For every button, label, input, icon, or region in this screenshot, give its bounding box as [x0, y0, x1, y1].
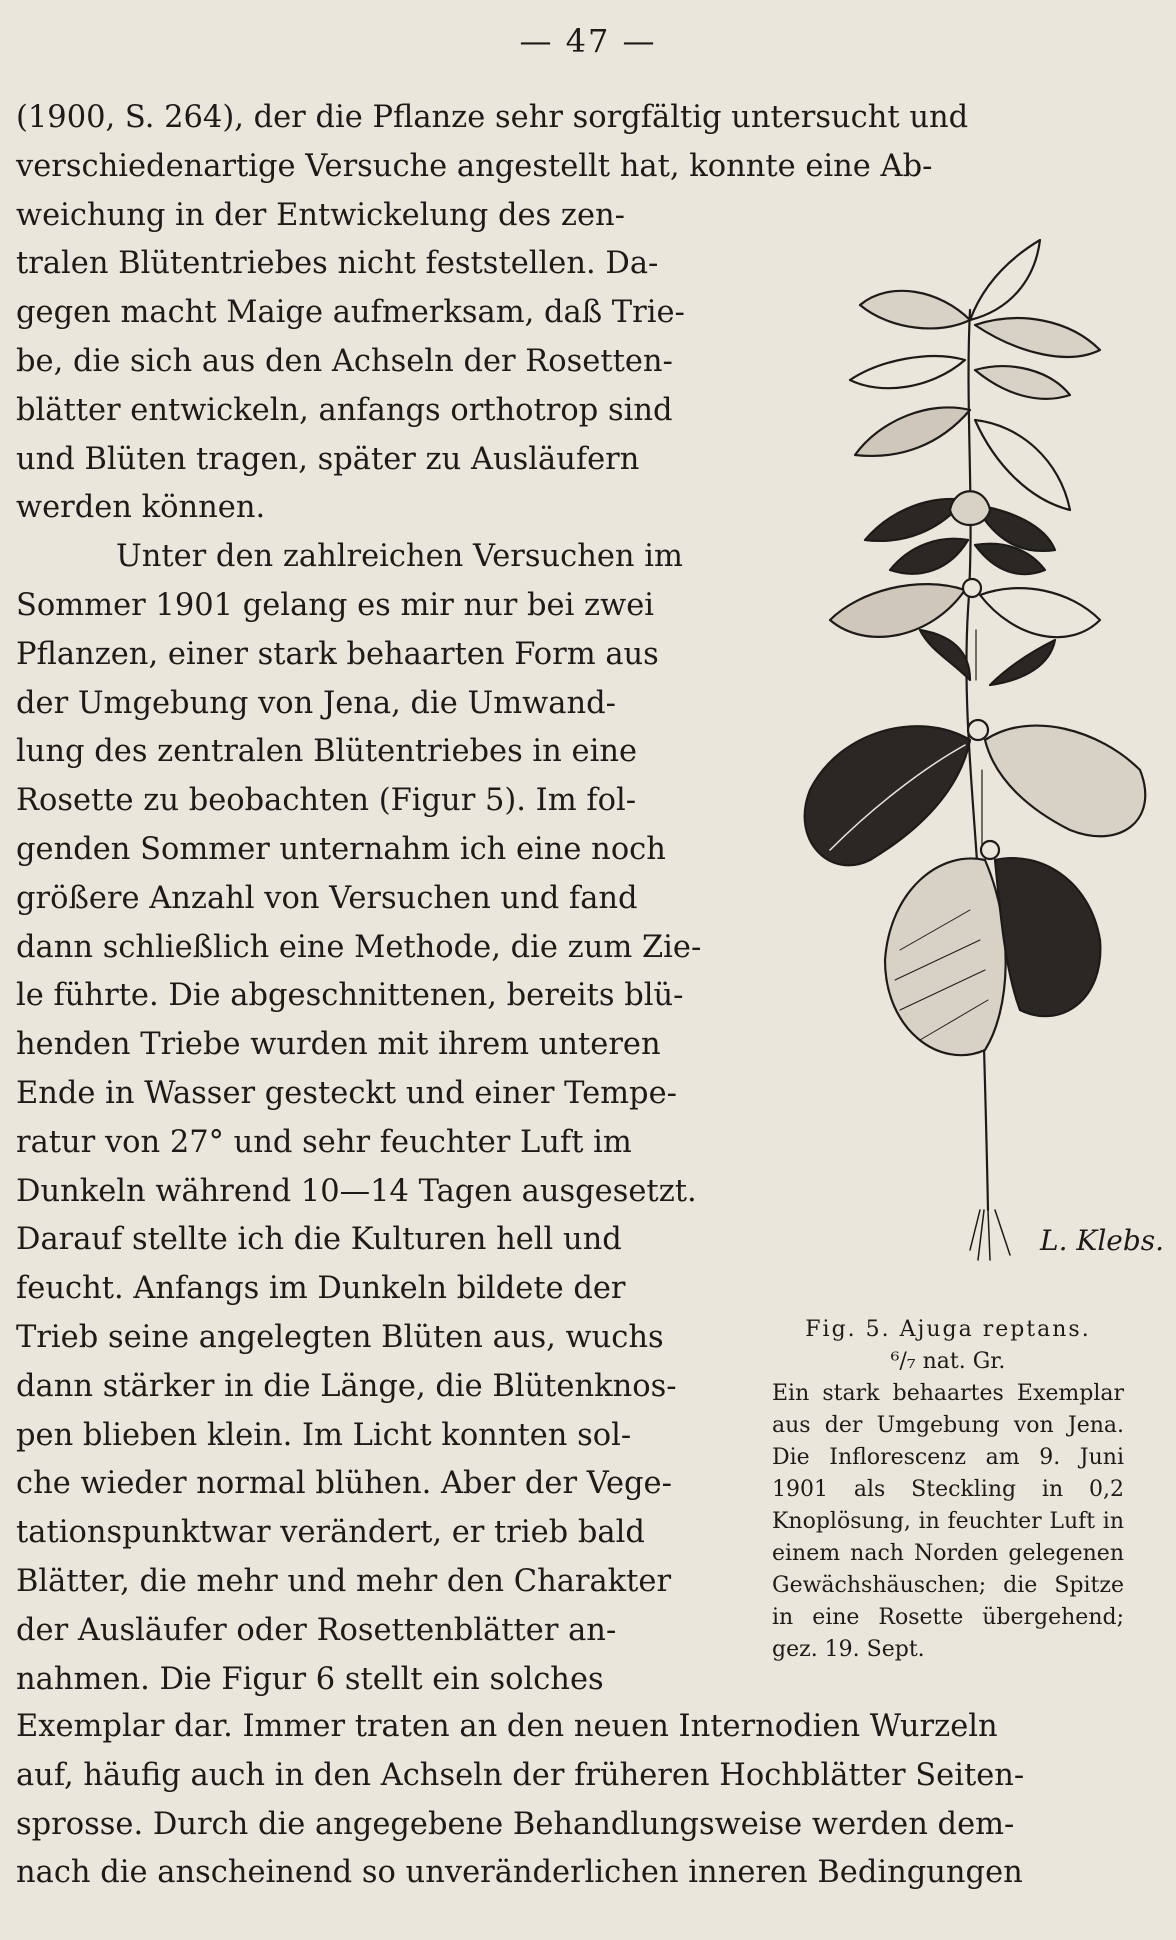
text-line: (1900, S. 264), der die Pflanze sehr sorgfältig untersucht und — [16, 100, 969, 135]
upper-leaf — [855, 407, 970, 456]
text-line: dann stärker in die Länge, die Blütenknos- — [16, 1368, 677, 1404]
text-line: Rosette zu beobachten (Figur 5). Im fol- — [16, 783, 637, 819]
text-line: auf, häufig auch in den Achseln der früheren Hochblätter Seiten- — [16, 1757, 1025, 1793]
page-number: — 47 — — [519, 22, 657, 60]
flower — [968, 720, 988, 740]
caption-body: Ein stark behaartes Exemplar aus der Umgebung von Jena. Die Inflorescenz am 9. Juni 1901 als Steckling in 0,2 Knoplösung, in feuchter Luft in einem nach Norden gelegenen Gewächshäuschen; die Spitze in eine Rosette übergehend; gez. 19. Sept. — [772, 1381, 1124, 1662]
text-line: Blätter, die mehr und mehr den Charakter — [16, 1563, 672, 1599]
text-line: henden Triebe wurden mit ihrem unteren — [16, 1027, 661, 1063]
text-line: weichung in der Entwickelung des zen- — [16, 197, 625, 233]
text-line: genden Sommer unternahm ich eine noch — [16, 831, 666, 867]
text-line: werden können. — [16, 490, 266, 526]
figure-caption — [772, 1314, 1124, 1666]
top-leaf — [975, 318, 1100, 357]
middle-leaf — [890, 539, 968, 574]
flower-cluster — [950, 491, 990, 525]
text-line: ratur von 27° und sehr feuchter Luft im — [16, 1124, 632, 1160]
text-line: gegen macht Maige aufmerksam, daß Trie- — [16, 295, 685, 331]
stem — [966, 310, 988, 1210]
text-line: pen blieben klein. Im Licht konnten sol- — [16, 1417, 632, 1453]
text-line: Exemplar dar. Immer traten an den neuen Internodien Wurzeln — [16, 1709, 998, 1744]
middle-leaf — [830, 584, 965, 637]
plant-illustration — [770, 210, 1170, 1310]
lower-leaf — [805, 726, 970, 865]
text-line: Sommer 1901 gelang es mir nur bei zwei — [16, 587, 655, 623]
text-line: verschiedenartige Versuche angestellt hat, konnte eine Ab- — [16, 148, 933, 184]
text-line: Dunkeln während 10—14 Tagen ausgesetzt. — [16, 1173, 697, 1209]
top-leaf — [970, 240, 1040, 320]
caption-title: Fig. 5. Ajuga reptans. — [805, 1317, 1091, 1342]
text-line: sprosse. Durch die angegebene Behandlungsweise werden dem- — [16, 1806, 1015, 1842]
text-line: dann schließlich eine Methode, die zum Zie- — [16, 929, 702, 965]
roots — [970, 1210, 1010, 1260]
text-line: Ende in Wasser gesteckt und einer Tempe- — [16, 1075, 677, 1111]
flower — [981, 841, 999, 859]
upper-leaf — [975, 420, 1070, 510]
paragraph-first-line: Unter den zahlreichen Versuchen im — [116, 539, 683, 575]
top-leaf — [860, 291, 970, 329]
lower-leaf — [920, 630, 970, 680]
lower-leaf — [985, 726, 1145, 837]
bottom-leaf — [995, 858, 1100, 1016]
text-line: tationspunktwar verändert, er trieb bald — [16, 1515, 645, 1551]
text-line: nach die anscheinend so unveränderlichen inneren Bedingungen — [16, 1855, 1023, 1891]
text-line: feucht. Anfangs im Dunkeln bildete der — [16, 1271, 626, 1307]
text-line: Trieb seine angelegten Blüten aus, wuchs — [16, 1319, 664, 1355]
body-text-full-width — [16, 1703, 1124, 1898]
ajuga-reptans-drawing — [770, 210, 1170, 1310]
text-line: und Blüten tragen, später zu Ausläufern — [16, 441, 640, 477]
upper-leaf — [850, 356, 965, 388]
text-line: blätter entwickeln, anfangs orthotrop sind — [16, 392, 673, 428]
lower-leaf — [990, 640, 1055, 685]
flower — [963, 579, 981, 597]
text-line: be, die sich aus den Achseln der Rosetten- — [16, 343, 673, 379]
text-line: le führte. Die abgeschnittenen, bereits blü- — [16, 978, 684, 1014]
text-line: che wieder normal blühen. Aber der Vege- — [16, 1466, 672, 1502]
caption-scale: ⁶/₇ nat. Gr. — [890, 1349, 1006, 1374]
text-line: der Ausläufer oder Rosettenblätter an- — [16, 1612, 617, 1648]
artist-signature: L. Klebs. — [1040, 1224, 1165, 1257]
text-line: nahmen. Die Figur 6 stellt ein solches — [16, 1661, 604, 1697]
text-line: Pflanzen, einer stark behaarten Form aus — [16, 636, 659, 672]
upper-leaf — [975, 366, 1070, 399]
text-line: größere Anzahl von Versuchen und fand — [16, 880, 638, 916]
text-line: der Umgebung von Jena, die Umwand- — [16, 685, 616, 721]
text-line: Darauf stellte ich die Kulturen hell und — [16, 1222, 622, 1258]
middle-leaf — [980, 588, 1100, 637]
bract-leaf — [865, 499, 965, 541]
text-line: lung des zentralen Blütentriebes in eine — [16, 734, 638, 770]
text-line: tralen Blütentriebes nicht feststellen. Da- — [16, 246, 659, 282]
